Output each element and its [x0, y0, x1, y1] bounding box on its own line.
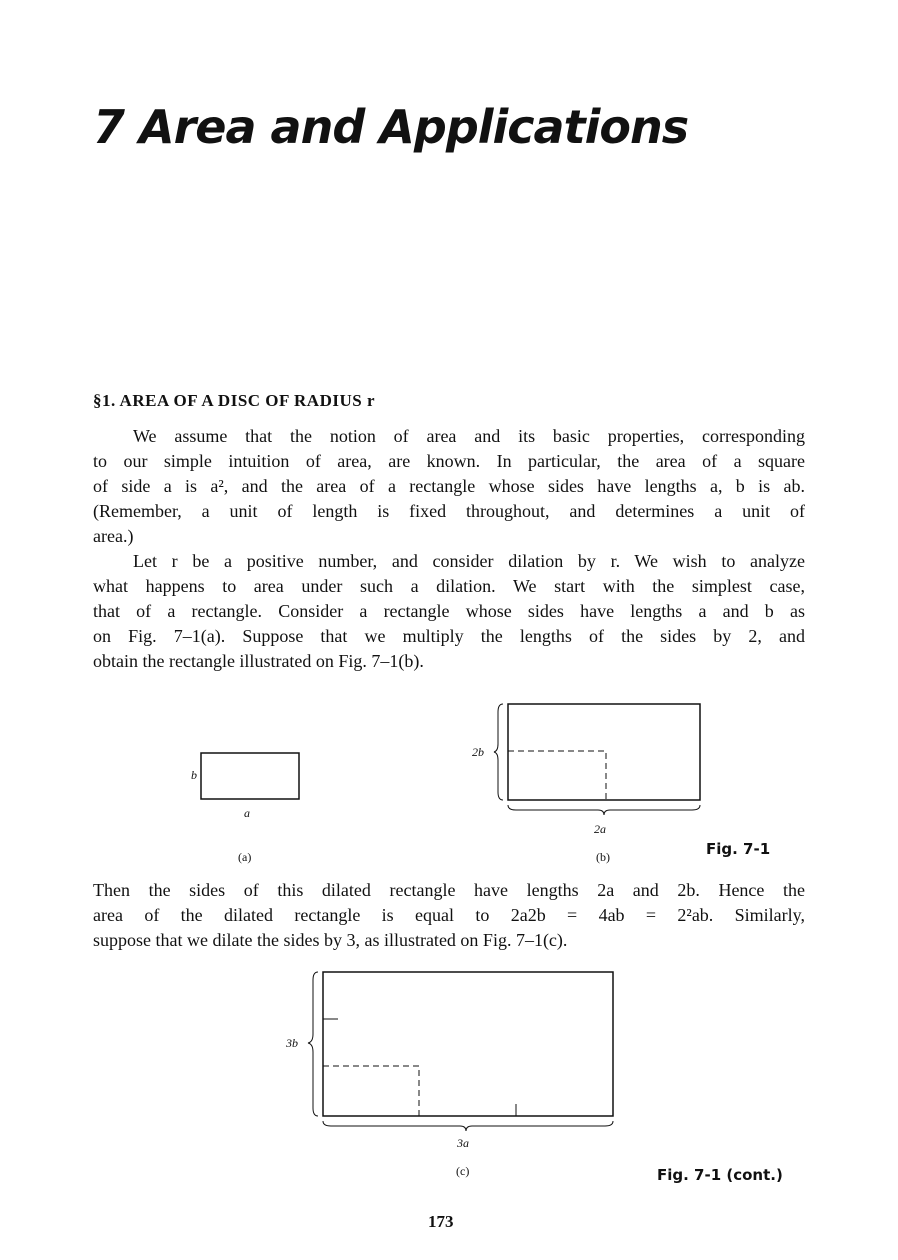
side-3b-label: 3b	[286, 1036, 298, 1050]
figure-7-1b	[494, 702, 706, 823]
paragraph-3	[93, 878, 805, 953]
text-line: area of the dilated rectangle is equal to 2a2b = 4ab = 2²ab. Similarly,	[93, 905, 805, 925]
rectangle-2a-2b	[494, 702, 706, 818]
side-2a-label: 2a	[594, 822, 606, 836]
text-line: Let r be a positive number, and consider dilation by r. We wish to analyze	[133, 551, 805, 571]
figure-c-label: (c)	[456, 1164, 470, 1178]
figure-caption-cont: Fig. 7-1 (cont.)	[657, 1166, 783, 1184]
chapter-title: 7 Area and Applications	[93, 100, 689, 154]
figure-a-label: (a)	[238, 850, 252, 864]
page-number: 173	[428, 1212, 454, 1231]
text-line: that of a rectangle. Consider a rectangle whose sides have lengths a and b as	[93, 601, 805, 621]
side-b-label: b	[191, 768, 197, 782]
text-line: what happens to area under such a dilation. We start with the simplest case,	[93, 576, 805, 596]
text-line: on Fig. 7–1(a). Suppose that we multiply the lengths of the sides by 2, and	[93, 626, 805, 646]
text-line: obtain the rectangle illustrated on Fig. 7–1(b).	[93, 651, 424, 671]
text-line: (Remember, a unit of length is fixed throughout, and determines a unit of	[93, 501, 805, 521]
side-3a-label: 3a	[457, 1136, 469, 1150]
figure-caption: Fig. 7-1	[706, 840, 771, 858]
text-line: of side a is a², and the area of a rectangle whose sides have lengths a, b is ab.	[93, 476, 805, 496]
side-2b-label: 2b	[472, 745, 484, 759]
section-heading: §1. AREA OF A DISC OF RADIUS r	[93, 391, 375, 410]
figure-b-label: (b)	[596, 850, 610, 864]
text-line: to our simple intuition of area, are known. In particular, the area of a square	[93, 451, 805, 471]
paragraph-2	[93, 549, 805, 674]
rectangle-a	[200, 752, 300, 800]
rectangle-3a-3b	[308, 970, 618, 1140]
text-line: suppose that we dilate the sides by 3, as illustrated on Fig. 7–1(c).	[93, 930, 568, 950]
figure-7-1c	[308, 970, 618, 1145]
text-line: Then the sides of this dilated rectangle have lengths 2a and 2b. Hence the	[93, 880, 805, 900]
figure-7-1a	[200, 752, 300, 805]
side-a-label: a	[244, 806, 250, 820]
text-line: We assume that the notion of area and its basic properties, corresponding	[133, 426, 805, 446]
text-line: area.)	[93, 526, 134, 546]
paragraph-1	[93, 424, 805, 549]
